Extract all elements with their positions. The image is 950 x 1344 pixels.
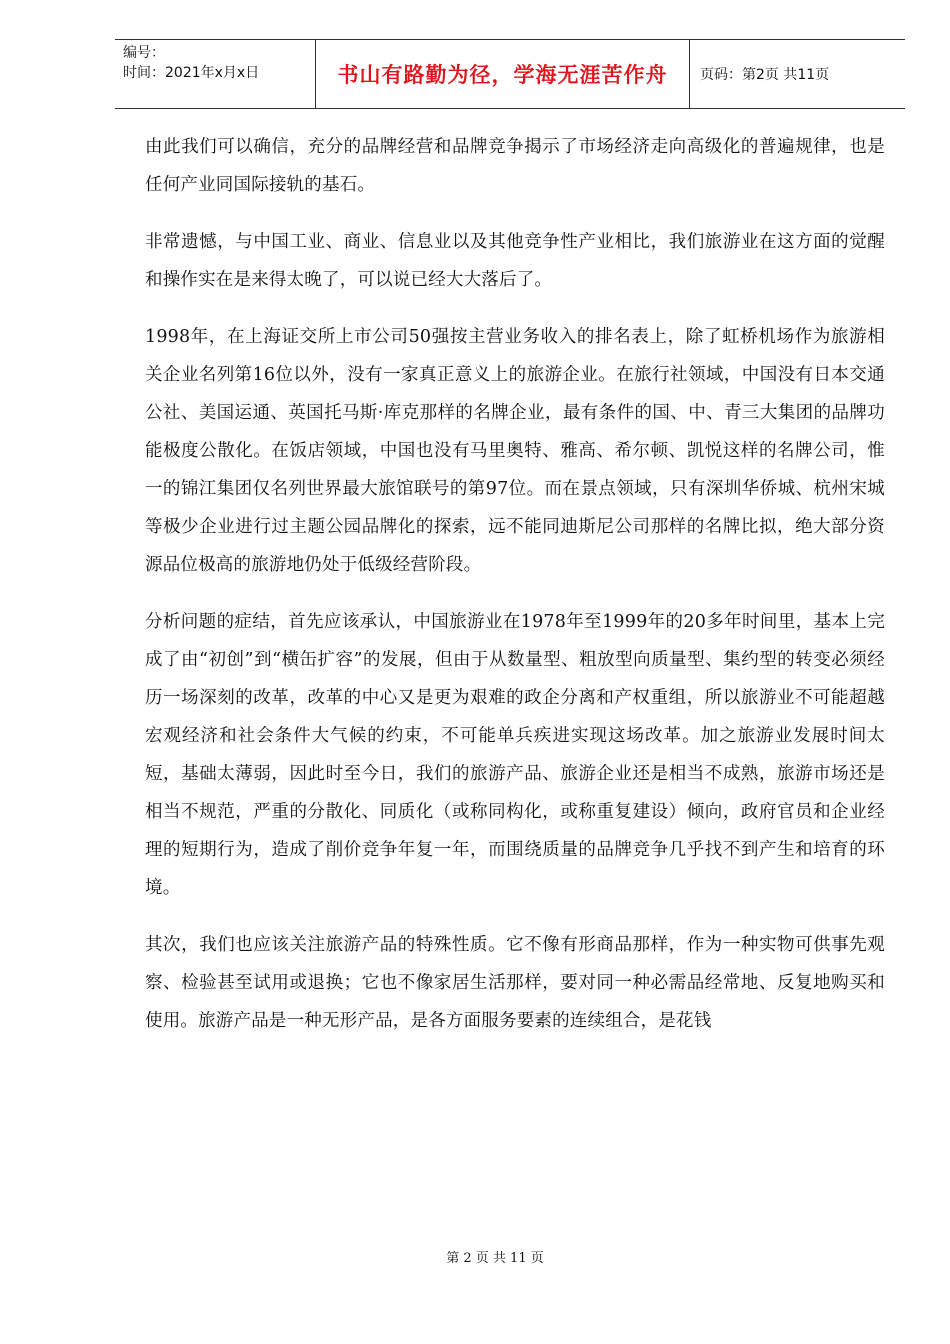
motto-text: 书山有路勤为径，学海无涯苦作舟	[337, 62, 668, 87]
header-meta-cell	[115, 40, 316, 108]
time-label: 时间：2021年x月x日	[123, 65, 260, 81]
document-body	[145, 128, 885, 1059]
paragraph: 非常遗憾，与中国工业、商业、信息业以及其他竞争性产业相比，我们旅游业在这方面的觉醒和操作实在是来得太晚了，可以说已经大大落后了。	[145, 232, 885, 290]
paragraph: 由此我们可以确信，充分的品牌经营和品牌竞争揭示了市场经济走向高级化的普遍规律，也是任何产业同国际接轨的基石。	[145, 137, 885, 195]
header-page-cell	[690, 40, 905, 108]
paragraph: 分析问题的症结，首先应该承认，中国旅游业在1978年至1999年的20多年时间里，基本上完成了由“初创”到“横缶扩容”的发展，但由于从数量型、粗放型向质量型、集约型的转变必须经历一场深刻的改革，改革的中心又是更为艰难的政企分离和产权重组，所以旅游业不可能超越宏观经济和社会条件大气候的约束，不可能单兵疾进实现这场改革。加之旅游业发展时间太短，基础太薄弱，因此时至今日，我们的旅游产品、旅游企业还是相当不成熟，旅游市场还是相当不规范，严重的分散化、同质化（或称同构化，或称重复建设）倾向，政府官员和企业经理的短期行为，造成了削价竞争年复一年，而围绕质量的品牌竞争几乎找不到产生和培育的环境。	[145, 612, 885, 898]
page-label: 页码：第2页 共11页	[700, 67, 830, 83]
header-motto-cell	[316, 40, 690, 108]
page-footer: 第 2 页 共 11 页	[446, 1251, 544, 1266]
number-label: 编号：	[123, 45, 165, 61]
paragraph: 其次，我们也应该关注旅游产品的特殊性质。它不像有形商品那样，作为一种实物可供事先观察、检验甚至试用或退换；它也不像家居生活那样，要对同一种必需品经常地、反复地购买和使用。旅游产品是一种无形产品，是各方面服务要素的连续组合，是花钱	[145, 935, 885, 1031]
paragraph: 1998年，在上海证交所上市公司50强按主营业务收入的排名表上，除了虹桥机场作为旅游相关企业名列第16位以外，没有一家真正意义上的旅游企业。在旅行社领域，中国没有日本交通公社、美国运通、英国托马斯·库克那样的名牌企业，最有条件的国、中、青三大集团的品牌功能极度公散化。在饭店领域，中国也没有马里奥特、雅高、希尔顿、凯悦这样的名牌公司，惟一的锦江集团仅名列世界最大旅馆联号的第97位。而在景点领域，只有深圳华侨城、杭州宋城等极少企业进行过主题公园品牌化的探索，远不能同迪斯尼公司那样的名牌比拟，绝大部分资源品位极高的旅游地仍处于低级经营阶段。	[145, 327, 885, 575]
header-table	[115, 39, 905, 109]
